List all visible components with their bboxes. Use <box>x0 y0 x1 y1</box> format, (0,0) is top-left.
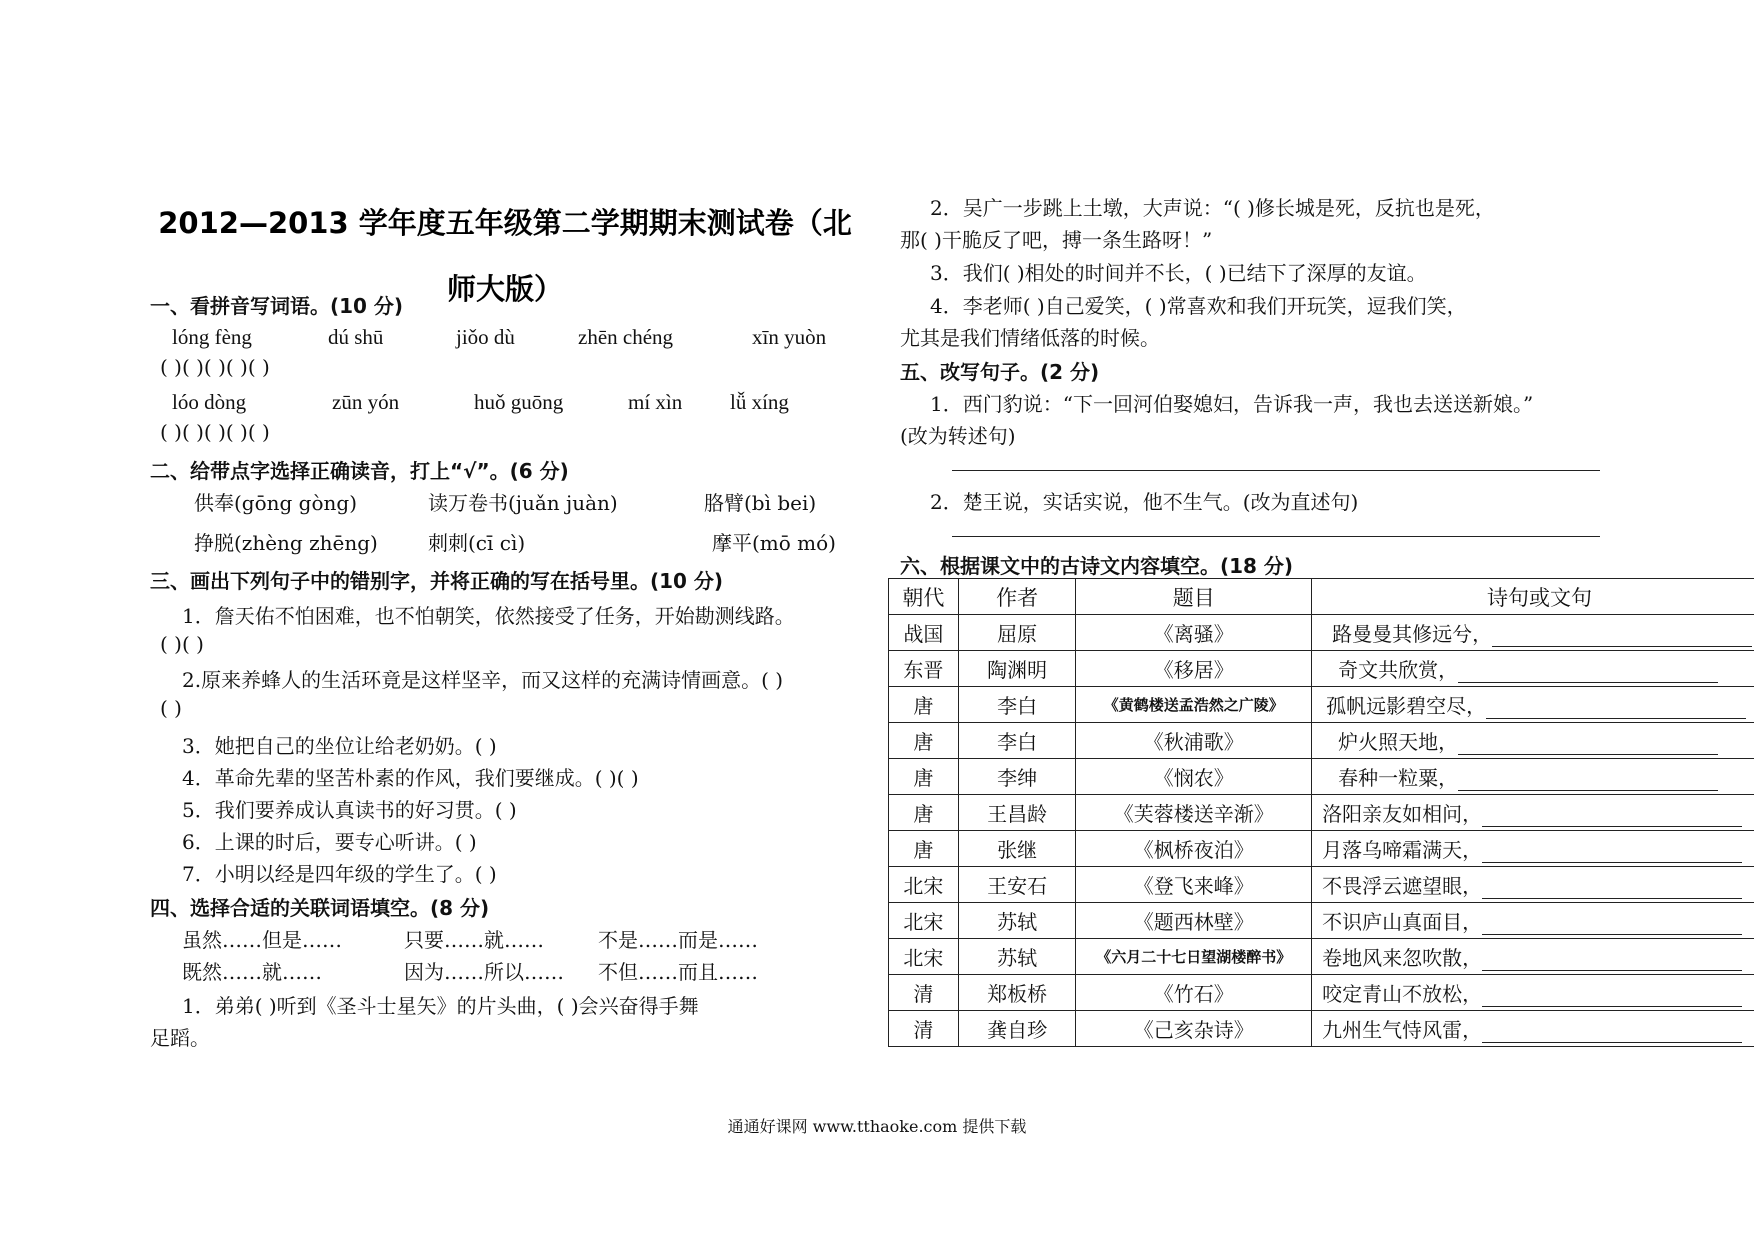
verse-prompt: 九州生气恃风雷， <box>1322 1018 1483 1042</box>
dynasty-cell: 清 <box>889 1011 959 1047</box>
conjunction-question-4-cont: 尤其是我们情绪低落的时候。 <box>900 326 1160 350</box>
author-cell: 郑板桥 <box>958 975 1076 1011</box>
table-row <box>889 903 1754 939</box>
verse-prompt: 咬定青山不放松， <box>1322 982 1483 1006</box>
table-row <box>889 867 1754 903</box>
verse-blank[interactable] <box>1482 1022 1742 1043</box>
verse-blank[interactable] <box>1492 626 1752 647</box>
dynasty-cell: 唐 <box>889 831 959 867</box>
typo-question-2: 2.原来养蜂人的生活环竟是这样坚辛，而又这样的充满诗情画意。( ) <box>182 668 784 692</box>
table-header-row <box>889 579 1754 615</box>
pinyin-1-2: dú shū <box>328 325 384 349</box>
table-row <box>889 687 1754 723</box>
table-row <box>889 795 1754 831</box>
author-cell: 苏轼 <box>958 903 1076 939</box>
poem-title-cell: 《移居》 <box>1076 651 1312 687</box>
reading-choice-6[interactable]: 摩平(mō mó) <box>712 531 836 555</box>
pinyin-2-2: zūn yón <box>332 390 400 414</box>
typo-question-4: 4．革命先辈的坚苦朴素的作风，我们要继成。( )( ) <box>182 766 639 790</box>
author-cell: 王安石 <box>958 867 1076 903</box>
conjunction-question-4: 4．李老师( )自己爱笑，( )常喜欢和我们开玩笑，逗我们笑， <box>930 294 1467 318</box>
dynasty-cell: 唐 <box>889 723 959 759</box>
author-cell: 李绅 <box>958 759 1076 795</box>
dynasty-cell: 唐 <box>889 687 959 723</box>
pinyin-1-3: jiǒo dù <box>456 325 515 349</box>
verse-cell[interactable] <box>1312 795 1754 831</box>
author-cell: 龚自珍 <box>958 1011 1076 1047</box>
verse-cell[interactable] <box>1312 687 1754 723</box>
author-cell: 李白 <box>958 723 1076 759</box>
table-row <box>889 831 1754 867</box>
verse-prompt: 路曼曼其修远兮， <box>1332 622 1493 646</box>
verse-prompt: 奇文共欣赏， <box>1338 658 1459 682</box>
verse-blank[interactable] <box>1482 806 1742 827</box>
rewrite-question-1: 1．西门豹说：“下一回河伯娶媳妇，告诉我一声，我也去送送新娘。” <box>930 392 1534 416</box>
verse-prompt: 月落乌啼霜满天， <box>1322 838 1483 862</box>
header-title: 题目 <box>1076 579 1312 615</box>
conjunction-option-2: 只要……就…… <box>404 928 544 952</box>
poem-title-cell: 《己亥杂诗》 <box>1076 1011 1312 1047</box>
pinyin-2-1: lóo dòng <box>172 390 247 414</box>
dynasty-cell: 北宋 <box>889 939 959 975</box>
conjunction-option-6: 不但……而且…… <box>598 960 758 984</box>
typo-answer-1[interactable]: ( )( ) <box>160 632 204 656</box>
verse-prompt: 洛阳亲友如相问， <box>1322 802 1483 826</box>
verse-blank[interactable] <box>1482 914 1742 935</box>
verse-prompt: 不识庐山真面目， <box>1322 910 1483 934</box>
conjunction-option-3: 不是……而是…… <box>598 928 758 952</box>
typo-question-5: 5．我们要养成认真读书的好习贯。( ) <box>182 798 517 822</box>
page-footer: 通通好课网 www.tthaoke.com 提供下载 <box>727 1117 1027 1136</box>
author-cell: 陶渊明 <box>958 651 1076 687</box>
section-3-heading: 三、画出下列句子中的错别字，并将正确的写在括号里。(10 分) <box>150 569 724 593</box>
reading-choice-3[interactable]: 胳臂(bì bei) <box>704 491 817 515</box>
verse-blank[interactable] <box>1482 986 1742 1007</box>
poetry-table <box>888 578 1754 1047</box>
dynasty-cell: 唐 <box>889 759 959 795</box>
verse-blank[interactable] <box>1482 878 1742 899</box>
typo-answer-2[interactable]: ( ) <box>160 696 182 720</box>
typo-question-1: 1．詹天佑不怕困难，也不怕朝笑，依然接受了任务，开始勘测线路。 <box>182 604 795 628</box>
section-1-heading: 一、看拼音写词语。(10 分) <box>150 294 404 318</box>
pinyin-2-5: lǚ xíng <box>730 390 789 414</box>
author-cell: 屈原 <box>958 615 1076 651</box>
poem-title-cell: 《登飞来峰》 <box>1076 867 1312 903</box>
dynasty-cell: 东晋 <box>889 651 959 687</box>
conjunction-question-1-cont: 足蹈。 <box>150 1026 210 1050</box>
poem-title-cell: 《芙蓉楼送辛渐》 <box>1076 795 1312 831</box>
dynasty-cell: 战国 <box>889 615 959 651</box>
pinyin-1-5: xīn yuòn <box>752 325 827 349</box>
author-cell: 张继 <box>958 831 1076 867</box>
poem-title-cell: 《秋浦歌》 <box>1076 723 1312 759</box>
verse-cell[interactable] <box>1312 723 1754 759</box>
conjunction-question-3: 3．我们( )相处的时间并不长，( )已结下了深厚的友谊。 <box>930 261 1427 285</box>
reading-choice-2[interactable]: 读万卷书(juǎn juàn) <box>428 491 618 515</box>
verse-blank[interactable] <box>1482 950 1742 971</box>
verse-blank[interactable] <box>1458 770 1718 791</box>
verse-cell[interactable] <box>1312 939 1754 975</box>
verse-prompt: 不畏浮云遮望眼， <box>1322 874 1483 898</box>
verse-prompt: 卷地风来忽吹散， <box>1322 946 1483 970</box>
dynasty-cell: 清 <box>889 975 959 1011</box>
verse-cell[interactable] <box>1312 975 1754 1011</box>
section-4-heading: 四、选择合适的关联词语填空。(8 分) <box>150 896 490 920</box>
verse-cell[interactable] <box>1312 759 1754 795</box>
conjunction-option-4: 既然……就…… <box>182 960 322 984</box>
reading-choice-1[interactable]: 供奉(gōng gòng) <box>194 491 358 515</box>
conjunction-option-5: 因为……所以…… <box>404 960 564 984</box>
verse-blank[interactable] <box>1482 842 1742 863</box>
header-verse: 诗句或文句 <box>1312 579 1754 615</box>
dynasty-cell: 北宋 <box>889 903 959 939</box>
verse-prompt: 孤帆远影碧空尽， <box>1326 694 1487 718</box>
page-title: 2012—2013 学年度五年级第二学期期末测试卷（北师大版） <box>158 206 852 306</box>
pinyin-2-3: huǒ guōng <box>474 390 564 414</box>
section-6-heading: 六、根据课文中的古诗文内容填空。(18 分) <box>900 554 1294 578</box>
poem-title-cell: 《六月二十七日望湖楼醉书》 <box>1076 939 1312 975</box>
table-row <box>889 939 1754 975</box>
verse-cell[interactable] <box>1312 867 1754 903</box>
verse-cell[interactable] <box>1312 1011 1754 1047</box>
reading-choice-4[interactable]: 挣脱(zhèng zhēng) <box>194 531 378 555</box>
verse-cell[interactable] <box>1312 831 1754 867</box>
poem-title-cell: 《枫桥夜泊》 <box>1076 831 1312 867</box>
poem-title-cell: 《离骚》 <box>1076 615 1312 651</box>
poem-title-cell: 《竹石》 <box>1076 975 1312 1011</box>
reading-choice-5[interactable]: 刺刺(cī cì) <box>428 531 526 555</box>
typo-question-3: 3．她把自己的坐位让给老奶奶。( ) <box>182 734 497 758</box>
dynasty-cell: 北宋 <box>889 867 959 903</box>
answer-line-2[interactable] <box>952 536 1600 537</box>
typo-question-7: 7．小明以经是四年级的学生了。( ) <box>182 862 497 886</box>
answer-brackets-1[interactable]: ( )( )( )( )( ) <box>160 355 270 379</box>
author-cell: 王昌龄 <box>958 795 1076 831</box>
author-cell: 苏轼 <box>958 939 1076 975</box>
header-author: 作者 <box>958 579 1076 615</box>
poem-title-cell: 《题西林壁》 <box>1076 903 1312 939</box>
rewrite-question-1-cont: (改为转述句) <box>900 424 1016 448</box>
conjunction-option-1: 虽然……但是…… <box>182 928 342 952</box>
verse-cell[interactable] <box>1312 615 1754 651</box>
answer-brackets-2[interactable]: ( )( )( )( )( ) <box>160 420 270 444</box>
table-row <box>889 759 1754 795</box>
table-row <box>889 975 1754 1011</box>
verse-blank[interactable] <box>1458 734 1718 755</box>
section-5-heading: 五、改写句子。(2 分) <box>900 360 1100 384</box>
dynasty-cell: 唐 <box>889 795 959 831</box>
poem-title-cell: 《悯农》 <box>1076 759 1312 795</box>
table-row <box>889 1011 1754 1047</box>
rewrite-question-2: 2．楚王说，实话实说，他不生气。(改为直述句) <box>930 490 1359 514</box>
verse-cell[interactable] <box>1312 651 1754 687</box>
table-row <box>889 615 1754 651</box>
verse-prompt: 春种一粒粟， <box>1338 766 1459 790</box>
section-2-heading: 二、给带点字选择正确读音，打上“√”。(6 分) <box>150 459 569 483</box>
pinyin-1-4: zhēn chéng <box>578 325 674 349</box>
pinyin-2-4: mí xìn <box>628 390 683 414</box>
author-cell: 李白 <box>958 687 1076 723</box>
conjunction-question-2-cont: 那( )干脆反了吧，搏一条生路呀！” <box>900 228 1213 252</box>
verse-blank[interactable] <box>1486 698 1746 719</box>
conjunction-question-2: 2．吴广一步跳上土墩，大声说：“( )修长城是死，反抗也是死， <box>930 196 1495 220</box>
table-row <box>889 723 1754 759</box>
verse-cell[interactable] <box>1312 903 1754 939</box>
verse-prompt: 炉火照天地， <box>1338 730 1459 754</box>
pinyin-1-1: lóng fèng <box>172 325 252 349</box>
header-dynasty: 朝代 <box>889 579 959 615</box>
answer-line-1[interactable] <box>952 470 1600 471</box>
verse-blank[interactable] <box>1458 662 1718 683</box>
typo-question-6: 6．上课的时后，要专心听讲。( ) <box>182 830 477 854</box>
table-row <box>889 651 1754 687</box>
poem-title-cell: 《黄鹤楼送孟浩然之广陵》 <box>1076 687 1312 723</box>
conjunction-question-1: 1．弟弟( )听到《圣斗士星矢》的片头曲，( )会兴奋得手舞 <box>182 994 699 1018</box>
